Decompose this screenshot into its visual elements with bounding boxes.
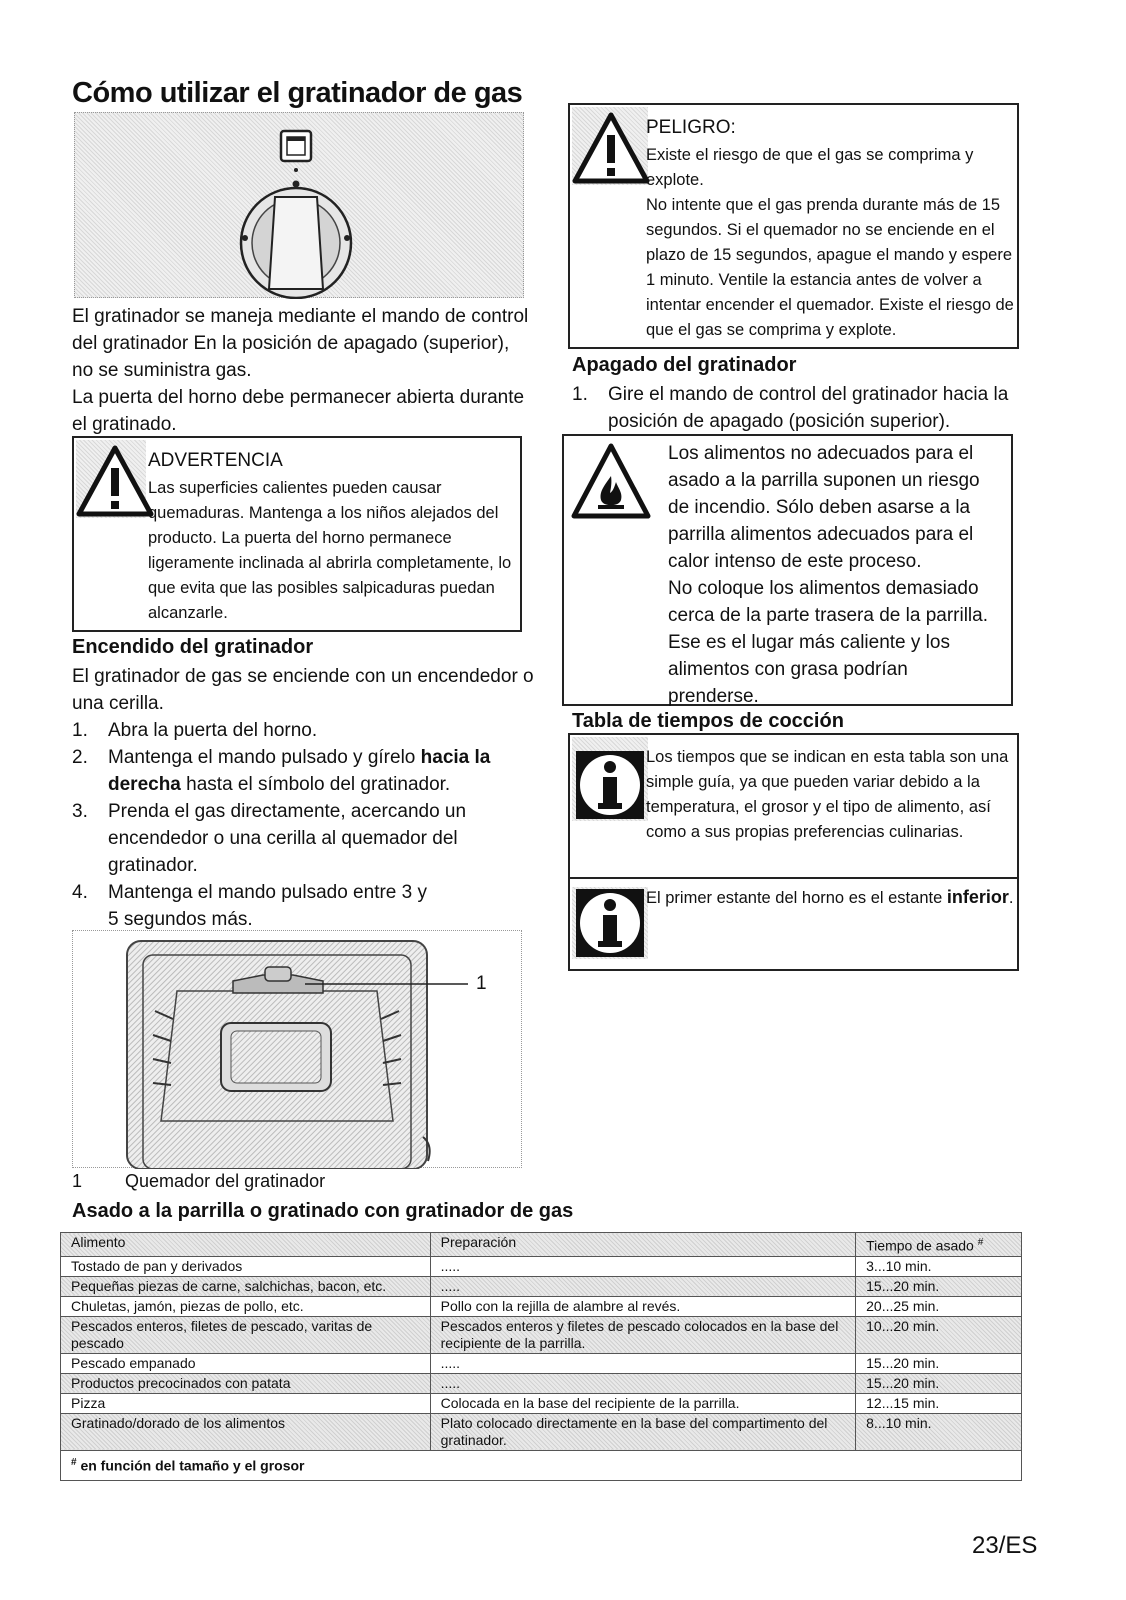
cell-food: Pescados enteros, filetes de pescado, varitas de pescado bbox=[61, 1316, 431, 1353]
warning-box bbox=[72, 436, 522, 632]
warning-title: ADVERTENCIA bbox=[148, 450, 283, 471]
table-row bbox=[61, 1413, 1022, 1450]
info-icon bbox=[574, 887, 646, 959]
cell-time: 15...20 min. bbox=[856, 1353, 1022, 1373]
cell-time: 12...15 min. bbox=[856, 1393, 1022, 1413]
cell-preparation: ..... bbox=[430, 1353, 856, 1373]
page-title: Cómo utilizar el gratinador de gas bbox=[72, 77, 523, 109]
figure-caption: 1 Quemador del gratinador bbox=[72, 1171, 326, 1191]
cell-preparation: Plato colocado directamente en la base del compartimento del gratinador. bbox=[430, 1413, 856, 1450]
fire-warning-text-2: No coloque los alimentos demasiado cerca de la parte trasera de la parrilla. Ese es el lugar más caliente y los alimentos con grasa podrían prenderse. bbox=[668, 578, 988, 707]
cell-time: 10...20 min. bbox=[856, 1316, 1022, 1353]
cell-food: Gratinado/dorado de los alimentos bbox=[61, 1413, 431, 1450]
cell-food: Pequeñas piezas de carne, salchichas, bacon, etc. bbox=[61, 1276, 431, 1296]
intro-paragraph-1: El gratinador se maneja mediante el mando de control del gratinador En la posición de apagado (superior), no se suministra gas. bbox=[72, 306, 529, 381]
oven-burner-figure bbox=[72, 930, 522, 1168]
column-header-time: Tiempo de asado # bbox=[856, 1233, 1022, 1257]
ignition-heading: Encendido del gratinador bbox=[72, 636, 314, 658]
ignition-intro: El gratinador de gas se enciende con un encendedor o una cerilla. bbox=[72, 666, 534, 714]
table-row bbox=[61, 1373, 1022, 1393]
cooking-times-info-2: El primer estante del horno es el estante inferior. bbox=[646, 887, 1014, 907]
ignition-step: 1. Abra la puerta del horno. bbox=[72, 720, 318, 741]
danger-text-2: No intente que el gas prenda durante más de 15 segundos. Si el quemador no se enciende en el plazo de 15 segundos, apague el mando y espere 1 minuto. Ventile la estancia antes de volver a intentar encender el quemador. Existe el riesgo de que el gas se comprima y explote. bbox=[646, 196, 1014, 339]
cell-preparation: Pescados enteros y filetes de pescado colocados en la base del recipiente de la parrilla. bbox=[430, 1316, 856, 1353]
danger-title: PELIGRO: bbox=[646, 117, 736, 138]
cell-preparation: ..... bbox=[430, 1373, 856, 1393]
cooking-times-heading: Tabla de tiempos de cocción bbox=[572, 710, 844, 732]
cell-food: Pescado empanado bbox=[61, 1353, 431, 1373]
figure-callout-number: 1 bbox=[476, 973, 487, 994]
danger-box bbox=[568, 103, 1019, 349]
fire-hazard-icon bbox=[570, 442, 652, 522]
danger-text-1: Existe el riesgo de que el gas se comprima y explote. bbox=[646, 146, 974, 189]
warning-text: Las superficies calientes pueden causar quemaduras. Mantenga a los niños alejados del producto. La puerta del horno permanece ligeramente inclinada al abrirla completamente, lo que evita que las posibles salpicaduras puedan alcanzarle. bbox=[148, 479, 512, 622]
ignition-step: 3. Prenda el gas directamente, acercando un encendedor o una cerilla al quemador del gratinador. bbox=[72, 801, 467, 876]
column-header-food: Alimento bbox=[61, 1233, 431, 1257]
cell-time: 8...10 min. bbox=[856, 1413, 1022, 1450]
grill-table bbox=[60, 1232, 1022, 1481]
table-footnote: # en función del tamaño y el grosor bbox=[61, 1450, 1022, 1481]
table-row bbox=[61, 1276, 1022, 1296]
switch-off-heading: Apagado del gratinador bbox=[572, 354, 797, 376]
page-number: 23/ES bbox=[972, 1532, 1038, 1559]
cell-time: 3...10 min. bbox=[856, 1256, 1022, 1276]
cell-preparation: Colocada en la base del recipiente de la parrilla. bbox=[430, 1393, 856, 1413]
cooking-times-info-1: Los tiempos que se indican en esta tabla son una simple guía, ya que pueden variar debido a la temperatura, el grosor y el tipo de alimento, así como a sus propias preferencias culinarias. bbox=[646, 748, 1009, 841]
cell-preparation: ..... bbox=[430, 1256, 856, 1276]
fire-warning-text-1: Los alimentos no adecuados para el asado a la parrilla suponen un riesgo de incendio. Sólo deben asarse a la parrilla alimentos adecuados para el calor intenso de este proceso. bbox=[668, 443, 980, 572]
info-icon bbox=[574, 749, 646, 821]
cell-food: Pizza bbox=[61, 1393, 431, 1413]
fire-warning-box bbox=[562, 434, 1013, 706]
grill-table-heading: Asado a la parrilla o gratinado con gratinador de gas bbox=[72, 1200, 574, 1222]
switch-off-steps bbox=[572, 381, 1018, 435]
table-row bbox=[61, 1353, 1022, 1373]
cell-food: Tostado de pan y derivados bbox=[61, 1256, 431, 1276]
column-header-preparation: Preparación bbox=[430, 1233, 856, 1257]
control-knob-figure bbox=[74, 112, 524, 298]
cell-time: 15...20 min. bbox=[856, 1373, 1022, 1393]
ignition-step: 4. Mantenga el mando pulsado entre 3 y 5 segundos más. bbox=[72, 882, 427, 930]
cell-preparation: ..... bbox=[430, 1276, 856, 1296]
ignition-steps bbox=[72, 717, 512, 933]
table-header-row bbox=[61, 1233, 1022, 1257]
cell-preparation: Pollo con la rejilla de alambre al revés. bbox=[430, 1296, 856, 1316]
switch-off-step: 1. Gire el mando de control del gratinador hacia la posición de apagado (posición superior). bbox=[572, 384, 1009, 432]
cell-time: 20...25 min. bbox=[856, 1296, 1022, 1316]
intro-paragraph-2: La puerta del horno debe permanecer abierta durante el gratinado. bbox=[72, 387, 525, 435]
cell-food: Productos precocinados con patata bbox=[61, 1373, 431, 1393]
grill-knob-illustration bbox=[75, 113, 525, 299]
table-row bbox=[61, 1316, 1022, 1353]
cooking-times-info-box bbox=[568, 733, 1019, 971]
ignition-step: 2. Mantenga el mando pulsado y gírelo hacia la derecha hasta el símbolo del gratinador. bbox=[72, 747, 491, 795]
danger-triangle-icon bbox=[572, 111, 650, 185]
table-row bbox=[61, 1296, 1022, 1316]
oven-interior-illustration bbox=[73, 931, 523, 1169]
cell-food: Chuletas, jamón, piezas de pollo, etc. bbox=[61, 1296, 431, 1316]
table-footnote-row bbox=[61, 1450, 1022, 1481]
warning-triangle-icon bbox=[76, 444, 154, 518]
cell-time: 15...20 min. bbox=[856, 1276, 1022, 1296]
table-row bbox=[61, 1393, 1022, 1413]
table-row bbox=[61, 1256, 1022, 1276]
